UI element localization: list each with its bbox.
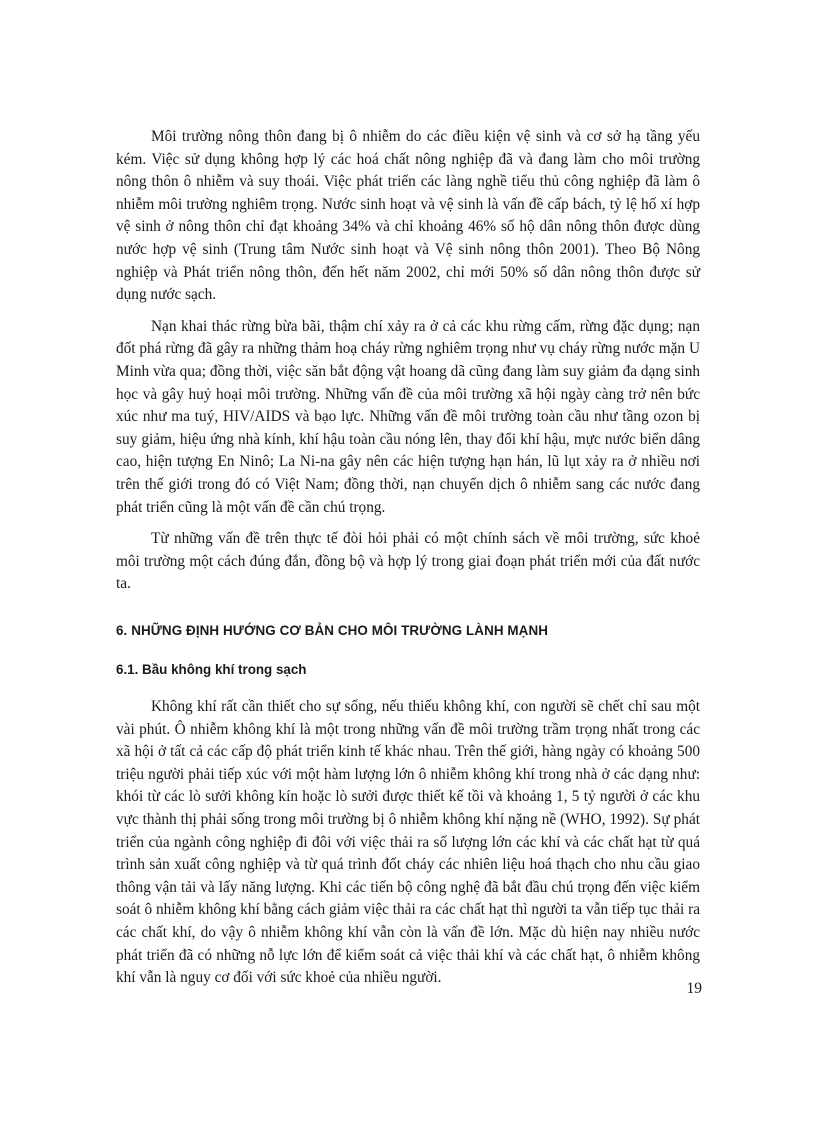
document-page: [116, 126, 700, 999]
page-number: 19: [686, 980, 702, 997]
paragraph-forest-and-global-issues: Nạn khai thác rừng bừa bãi, thậm chí xảy ra ở cả các khu rừng cấm, rừng đặc dụng; nạn đốt phá rừng đã gây ra những thảm hoạ cháy rừng nghiêm trọng như vụ cháy rừng nước mặn U Minh vừa qua; đồng thời, việc săn bắt động vật hoang dã cũng đang làm suy giảm đa dạng sinh học và gây huỷ hoại môi trường. Những vấn đề của môi trường xã hội ngày càng trở nên bức xúc như ma tuý, HIV/AIDS và bạo lực. Những vấn đề môi trường toàn cầu như tầng ozon bị suy giảm, hiệu ứng nhà kính, khí hậu toàn cầu nóng lên, thay đổi khí hậu, mực nước biển dâng cao, hiện tượng En Ninô; La Ni-na gây nên các hiện tượng hạn hán, lũ lụt xảy ra ở nhiều nơi trên thế giới trong đó có Việt Nam; đồng thời, nạn chuyển dịch ô nhiễm sang các nước đang phát triển cũng là một vấn đề cần chú trọng.: [116, 317, 700, 516]
subsection-heading: 6.1. Bầu không khí trong sạch: [116, 662, 307, 678]
paragraph-clean-air: Không khí rất cần thiết cho sự sống, nếu thiếu không khí, con người sẽ chết chỉ sau một vài phút. Ô nhiễm không khí là một trong những vấn đề môi trường trầm trọng nhất trong các xã hội ở tất cả các cấp độ phát triển kinh tế khác nhau. Trên thế giới, hàng ngày có khoảng 500 triệu người phải tiếp xúc với một hàm lượng lớn ô nhiễm không khí trong nhà ở các dạng như: khói từ các lò sưởi không kín hoặc lò sưởi được thiết kế tồi và khoảng 1, 5 tỷ người ở các khu vực thành thị phải sống trong môi trường bị ô nhiễm không khí nặng nề (WHO, 1992). Sự phát triển của ngành công nghiệp đi đôi với việc thải ra số lượng lớn các khí và các chất hạt từ quá trình sản xuất công nghiệp và từ quá trình đốt cháy các nhiên liệu hoá thạch cho nhu cầu giao thông vận tải và lấy năng lượng. Khi các tiến bộ công nghệ đã bắt đầu chú trọng đến việc kiểm soát ô nhiễm không khí bằng cách giảm việc thải ra các chất hạt thì người ta vẫn tiếp tục thải ra các chất khí, do vậy ô nhiễm không khí vẫn còn là vấn đề lớn. Mặc dù hiện nay nhiều nước phát triển đã có những nỗ lực lớn để kiểm soát cả việc thải khí và các chất hạt, ô nhiễm không khí vẫn là nguy cơ đối với sức khoẻ của nhiều người.: [116, 698, 700, 987]
paragraph-rural-pollution: Môi trường nông thôn đang bị ô nhiễm do các điều kiện vệ sinh và cơ sở hạ tầng yếu kém. Việc sử dụng không hợp lý các hoá chất nông nghiệp đã và đang làm cho môi trường nông thôn ô nhiễm và suy thoái. Việc phát triển các làng nghề tiểu thủ công nghiệp đã làm ô nhiễm môi trường nghiêm trọng. Nước sinh hoạt và vệ sinh là vấn đề cấp bách, tỷ lệ hố xí hợp vệ sinh ở nông thôn chỉ đạt khoảng 34% và chỉ khoảng 46% số hộ dân nông thôn được dùng nước hợp vệ sinh (Trung tâm Nước sinh hoạt và Vệ sinh nông thôn 2001). Theo Bộ Nông nghiệp và Phát triển nông thôn, đến hết năm 2002, chỉ mới 50% số dân nông thôn được sử dụng nước sạch.: [116, 128, 700, 304]
section-heading: 6. NHỮNG ĐỊNH HƯỚNG CƠ BẢN CHO MÔI TRƯỜNG LÀNH MẠNH: [116, 622, 548, 638]
paragraph-policy-need: Từ những vấn đề trên thực tế đòi hỏi phải có một chính sách về môi trường, sức khoẻ môi trường một cách đúng đắn, đồng bộ và hợp lý trong giai đoạn phát triển mới của đất nước ta.: [116, 530, 700, 593]
